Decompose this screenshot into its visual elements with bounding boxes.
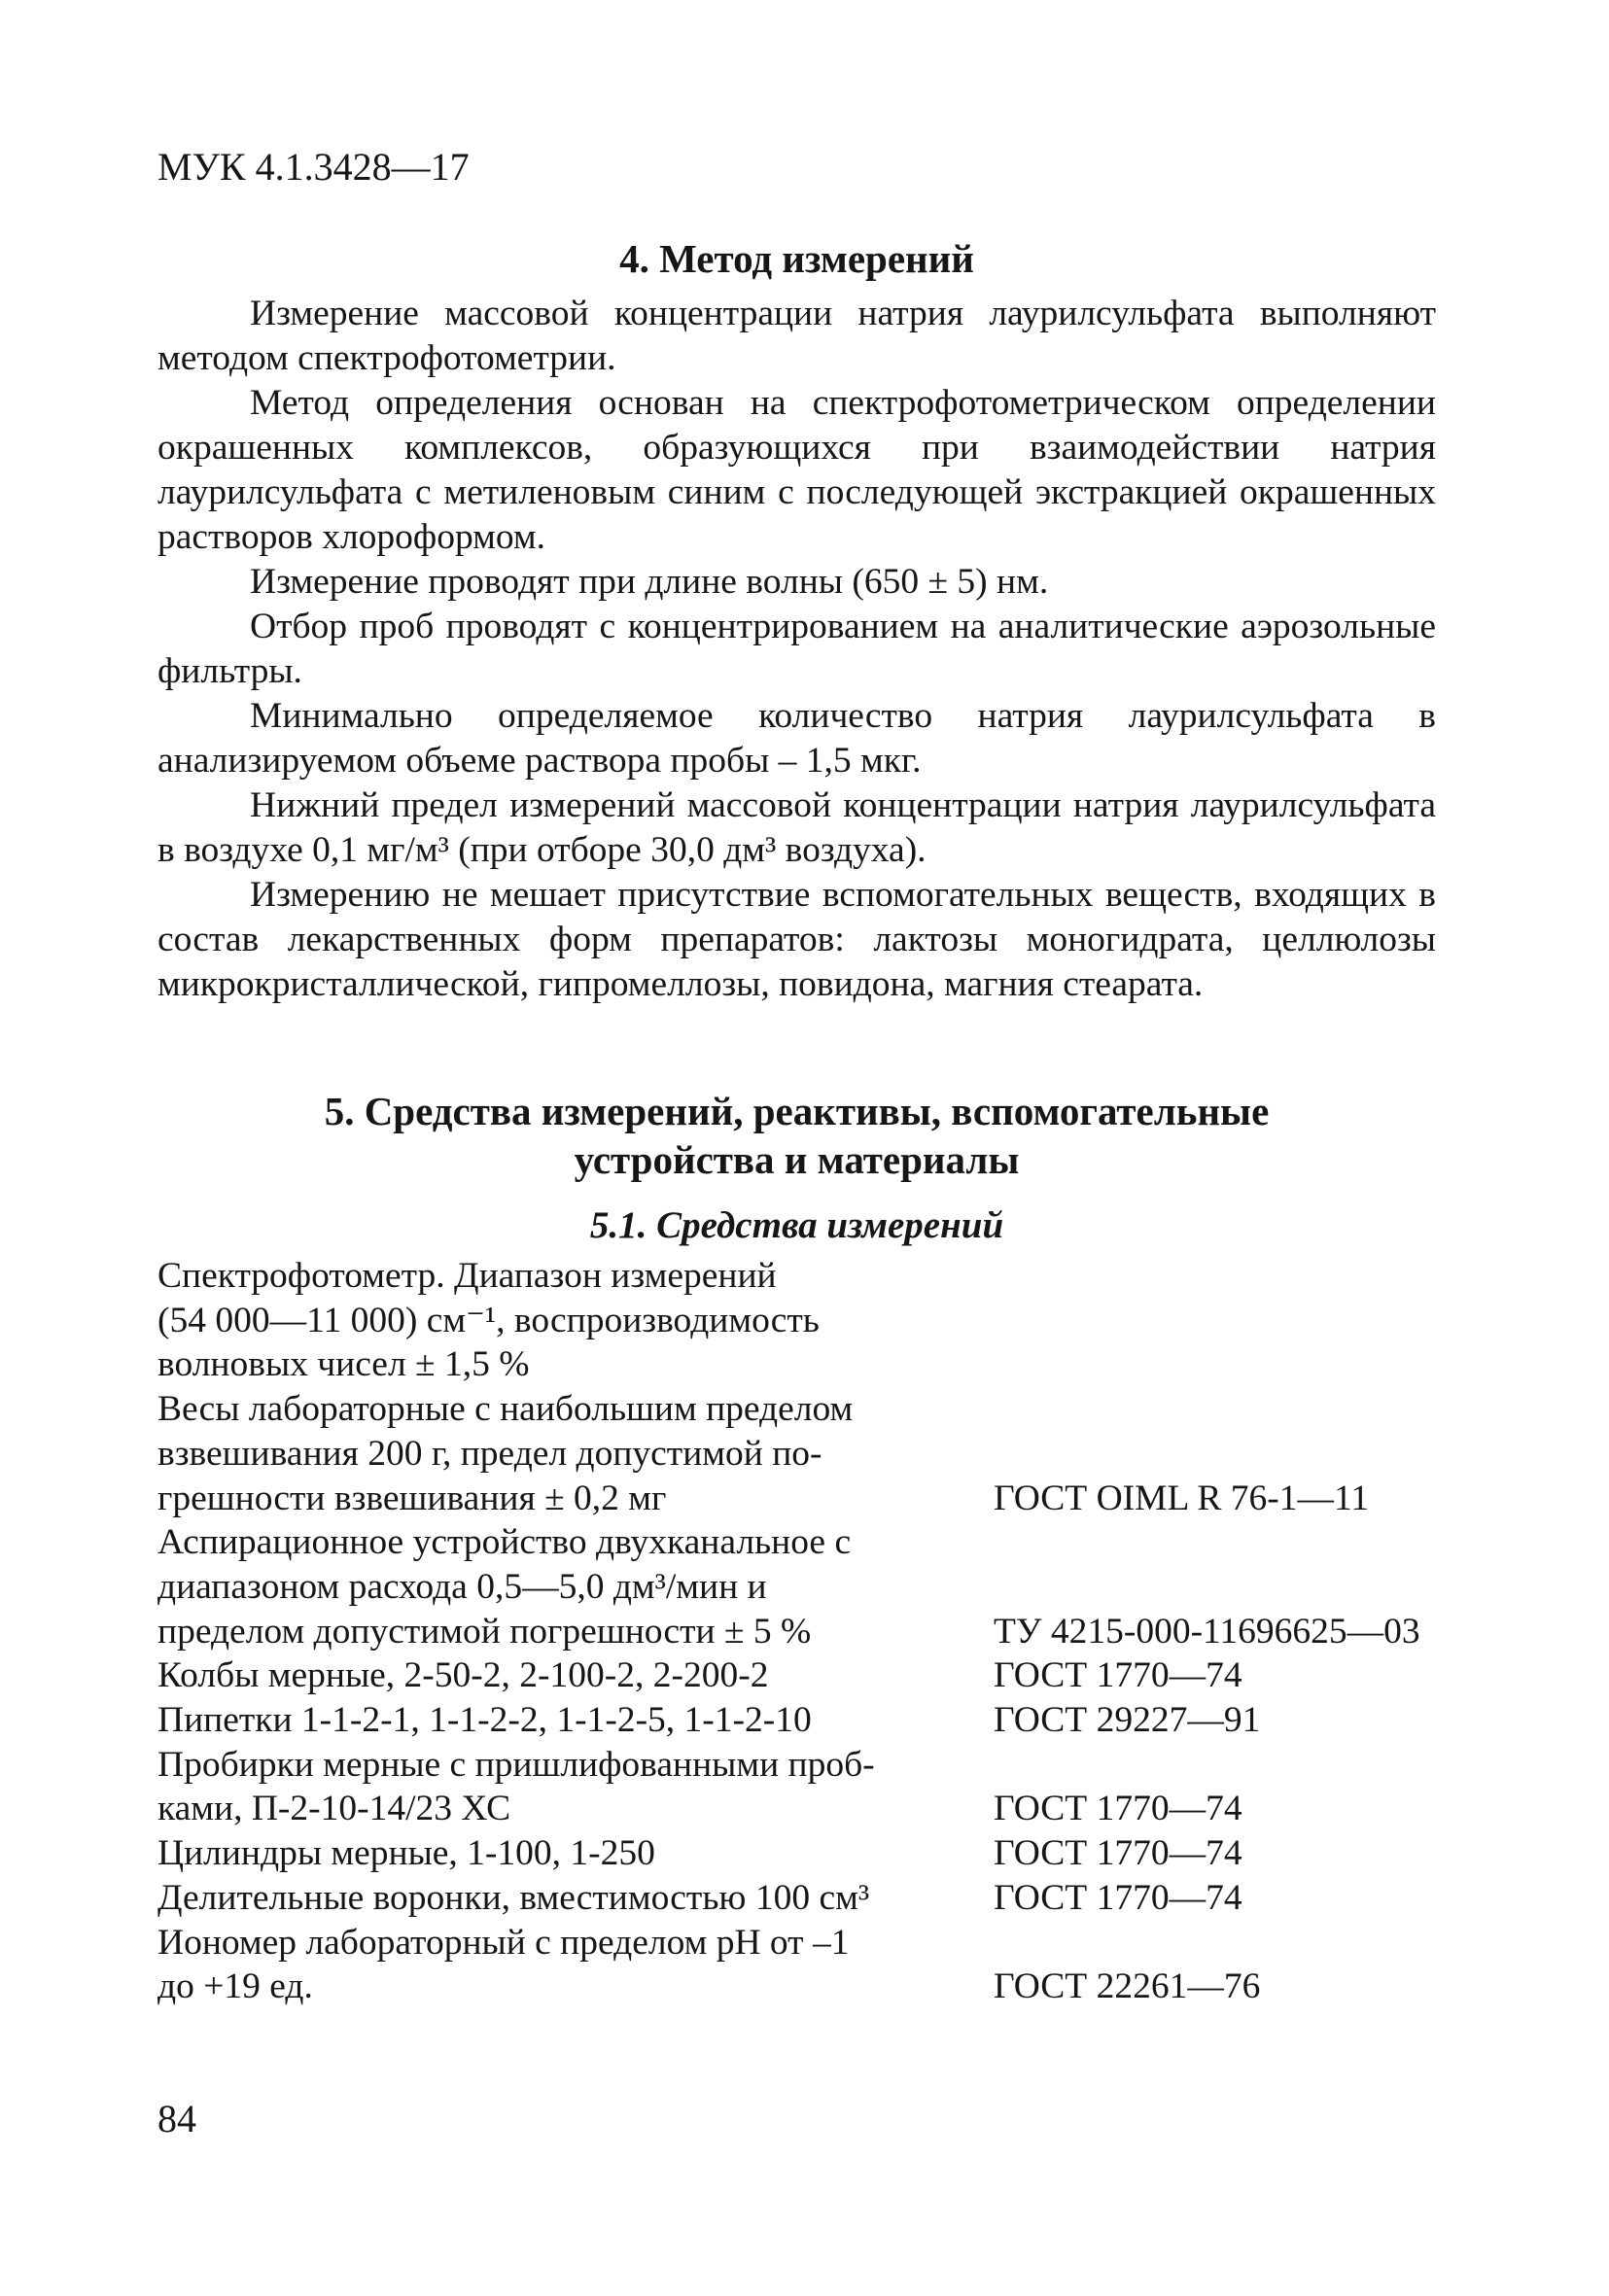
equipment-name-line: Спектрофотометр. Диапазон измерений bbox=[157, 1256, 777, 1296]
equipment-row bbox=[157, 1520, 1470, 1653]
paragraph: Минимально определяемое количество натрия лаурилсульфата в анализируемом объеме раствора пробы – 1,5 мкг. bbox=[157, 696, 1436, 781]
equipment-name-line: Делительные воронки, вместимостью 100 см³ bbox=[157, 1877, 870, 1918]
equipment-standard: ГОСТ 1770—74 bbox=[994, 1789, 1242, 1829]
equipment-name-line: волновых чисел ± 1,5 % bbox=[157, 1344, 530, 1385]
equipment-name-line: взвешивания 200 г, предел допустимой по- bbox=[157, 1433, 822, 1474]
equipment-standard: ГОСТ 29227—91 bbox=[994, 1700, 1261, 1741]
equipment-name bbox=[157, 1520, 994, 1653]
section-4-body bbox=[157, 292, 1436, 1007]
equipment-row bbox=[157, 1876, 1470, 1921]
equipment-standard: ГОСТ 1770—74 bbox=[994, 1833, 1242, 1874]
equipment-standard: ГОСТ OIML R 76-1—11 bbox=[994, 1478, 1370, 1518]
equipment-name bbox=[157, 1876, 994, 1921]
equipment-row bbox=[157, 1921, 1470, 2009]
paragraph: Метод определения основан на спектрофотометрическом определении окрашенных комплексов, образующихся при взаимодействии натрия лаурилсульфата с метиленовым синим с последующей экстракцией окрашенных растворов хлороформом. bbox=[157, 383, 1436, 557]
equipment-name-line: Иономер лабораторный с пределом рН от –1 bbox=[157, 1922, 850, 1963]
section-5-title-line2: устройства и материалы bbox=[574, 1137, 1020, 1182]
equipment-row bbox=[157, 1831, 1470, 1876]
equipment-row bbox=[157, 1254, 1470, 1387]
equipment-name-line: Весы лабораторные с наибольшим пределом bbox=[157, 1389, 854, 1430]
equipment-row bbox=[157, 1743, 1470, 1831]
paragraph: Измерение массовой концентрации натрия лаурилсульфата выполняют методом спектрофотометрии. bbox=[157, 294, 1436, 378]
paragraph: Нижний предел измерений массовой концентрации натрия лаурилсульфата в воздухе 0,1 мг/м³ (при отборе 30,0 дм³ воздуха). bbox=[157, 785, 1436, 870]
equipment-name bbox=[157, 1653, 994, 1698]
equipment-name-line: (54 000—11 000) см⁻¹, воспроизводимость bbox=[157, 1300, 820, 1340]
equipment-name bbox=[157, 1698, 994, 1743]
equipment-name-line: ками, П-2-10-14/23 ХС bbox=[157, 1789, 511, 1829]
subsection-5-1-title: 5.1. Средства измерений bbox=[589, 1204, 1004, 1246]
section-5-title bbox=[157, 1087, 1436, 1184]
equipment-standard: ТУ 4215-000-11696625—03 bbox=[994, 1611, 1420, 1652]
page-number: 84 bbox=[157, 2097, 196, 2140]
equipment-name bbox=[157, 1921, 994, 2009]
equipment-name-line: пределом допустимой погрешности ± 5 % bbox=[157, 1611, 812, 1652]
section-5-title-line1: 5. Средства измерений, реактивы, вспомогательные bbox=[324, 1089, 1270, 1133]
equipment-name bbox=[157, 1387, 994, 1520]
equipment-standard: ГОСТ 1770—74 bbox=[994, 1877, 1242, 1918]
paragraph: Измерение проводят при длине волны (650 ± 5) нм. bbox=[250, 562, 1049, 602]
equipment-name-line: диапазоном расхода 0,5—5,0 дм³/мин и bbox=[157, 1566, 767, 1607]
equipment-name-line: Колбы мерные, 2-50-2, 2-100-2, 2-200-2 bbox=[157, 1655, 769, 1696]
equipment-list bbox=[157, 1254, 1470, 2009]
equipment-name bbox=[157, 1254, 994, 1387]
equipment-name-line: грешности взвешивания ± 0,2 мг bbox=[157, 1478, 667, 1518]
document-code: МУК 4.1.3428—17 bbox=[157, 145, 470, 189]
equipment-name-line: Пипетки 1-1-2-1, 1-1-2-2, 1-1-2-5, 1-1-2-10 bbox=[157, 1700, 812, 1741]
section-4-title: 4. Метод измерений bbox=[619, 236, 974, 281]
equipment-standard: ГОСТ 1770—74 bbox=[994, 1655, 1242, 1696]
equipment-name bbox=[157, 1831, 994, 1876]
equipment-row bbox=[157, 1698, 1470, 1743]
equipment-name-line: Пробирки мерные с пришлифованными проб- bbox=[157, 1744, 875, 1785]
paragraph: Отбор проб проводят с концентрированием на аналитические аэрозольные фильтры. bbox=[157, 607, 1436, 691]
equipment-standard: ГОСТ 22261—76 bbox=[994, 1966, 1261, 2007]
equipment-name bbox=[157, 1743, 994, 1831]
equipment-name-line: Цилиндры мерные, 1-100, 1-250 bbox=[157, 1833, 655, 1874]
equipment-row bbox=[157, 1653, 1470, 1698]
paragraph: Измерению не мешает присутствие вспомогательных веществ, входящих в состав лекарственных форм препаратов: лактозы моногидрата, целлюлозы микрокристаллической, гипромеллозы, повидона, магния стеарата. bbox=[157, 875, 1436, 1004]
equipment-row bbox=[157, 1387, 1470, 1520]
equipment-name-line: до +19 ед. bbox=[157, 1966, 313, 2007]
equipment-name-line: Аспирационное устройство двухканальное с bbox=[157, 1522, 852, 1563]
